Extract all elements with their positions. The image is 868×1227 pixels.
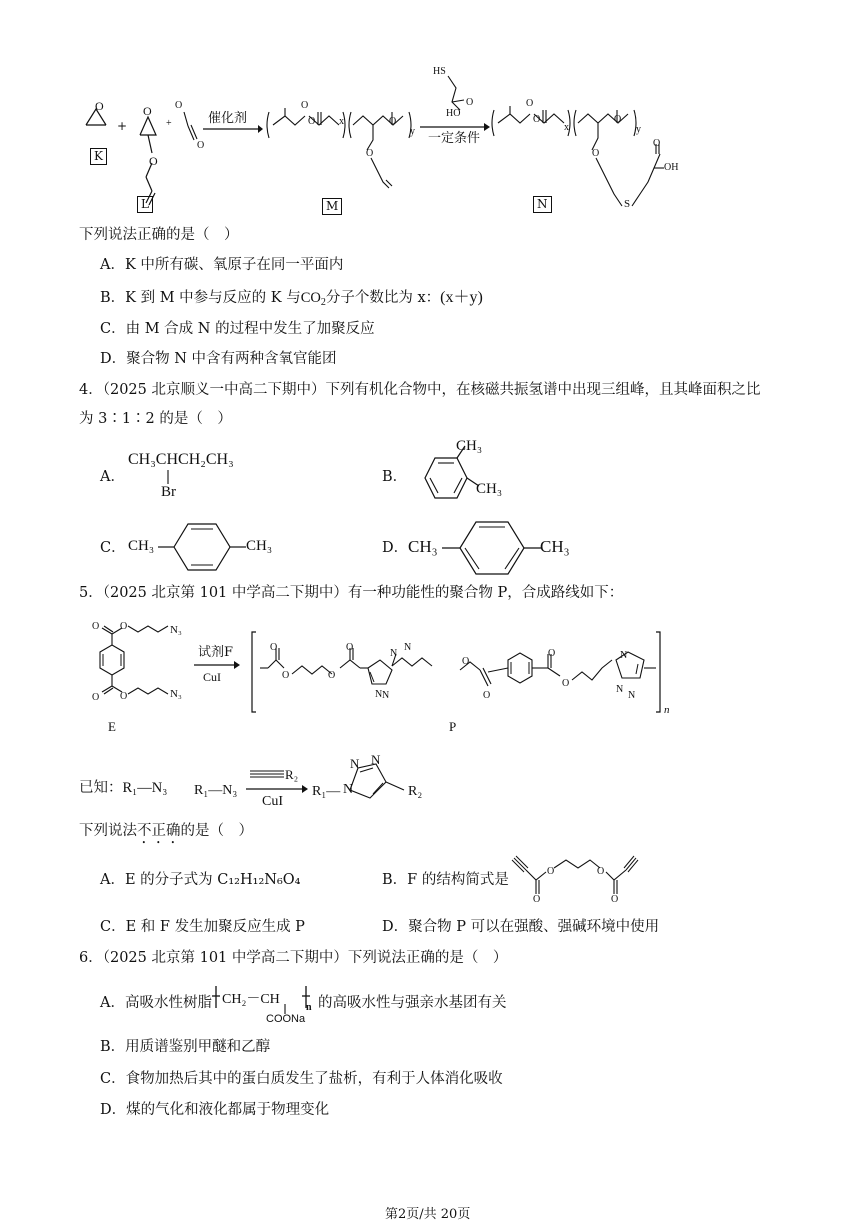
nitrogen-label: N: [616, 684, 624, 695]
oxygen-label: O: [120, 691, 128, 702]
nitrogen-label: N: [375, 689, 383, 700]
repeat-subscript-n: n: [664, 704, 670, 716]
q5-stem-text-2: 的是（ ）: [180, 823, 253, 839]
oxygen-label: O: [301, 100, 309, 111]
r1-label: R₁—: [312, 784, 341, 799]
hydroxyl-label: HO: [446, 108, 461, 119]
q3-option-a[interactable]: A．K 中所有碳、氧原子在同一平面内: [100, 257, 344, 273]
methyl-label: CH₃: [246, 538, 273, 554]
oxygen-label: O: [95, 99, 104, 113]
oxygen-label: O: [653, 138, 661, 149]
oxygen-label: O: [149, 154, 158, 168]
nitrogen-label: N: [404, 642, 412, 653]
oxygen-label: O: [547, 866, 555, 877]
q6-stem: 6．（2025 北京第 101 中学高二下期中）下列说法正确的是（ ）: [79, 950, 508, 966]
cui-label: CuI: [262, 794, 283, 809]
subscript-y: y: [410, 126, 415, 137]
q6-option-c[interactable]: C．食物加热后其中的蛋白质发生了盐析，有利于人体消化吸收: [100, 1071, 503, 1087]
subscript-x: x: [339, 116, 344, 127]
q3-option-d[interactable]: D．聚合物 N 中含有两种含氧官能团: [100, 351, 337, 367]
dimethylcyclohexadiene-structure: [158, 518, 248, 578]
q4-option-b-label[interactable]: B．: [382, 469, 408, 485]
oxygen-label: O: [533, 114, 541, 125]
reaction-arrow: [203, 124, 263, 134]
q5-stem-text: 下列说法: [79, 823, 137, 839]
methyl-label: CH₃: [456, 438, 483, 454]
methyl-label: CH₃: [408, 537, 438, 556]
ratio-expression: (x＋y): [440, 289, 483, 306]
sulfur-label: S: [624, 198, 631, 210]
q3-option-b-text-2: 分子个数比为 x：: [325, 290, 441, 306]
oxygen-label: O: [366, 148, 374, 159]
q3-stem: 下列说法正确的是（ ）: [79, 227, 239, 243]
oxygen-label: O: [120, 621, 128, 632]
nitrogen-label: N: [628, 690, 636, 701]
q3-option-b[interactable]: [100, 290, 483, 308]
oxygen-label: O: [548, 648, 556, 659]
nitrogen-label: N: [350, 756, 360, 771]
carboxylate-label: COONa: [266, 1013, 306, 1025]
oxygen-label: O: [282, 670, 290, 681]
oxygen-label: O: [92, 692, 100, 703]
oxygen-label: O: [389, 116, 397, 127]
r2-label: R₂: [285, 767, 299, 782]
page-footer: 第2页/共 20页: [385, 1207, 471, 1222]
p-xylene-structure: [442, 516, 552, 580]
methyl-label: CH₃: [540, 537, 570, 556]
oxygen-label: O: [462, 656, 470, 667]
q5-option-d[interactable]: D．聚合物 P 可以在强酸、强碱环境中使用: [382, 919, 660, 935]
q5-option-b[interactable]: B．F 的结构简式是: [382, 872, 509, 888]
q3-option-b-text: B．K 到 M 中参与反应的 K 与: [100, 290, 301, 306]
nitrogen-label: N: [620, 650, 628, 661]
oxygen-label: O: [346, 642, 354, 653]
nitrogen-label: N: [382, 690, 390, 701]
q6-option-a-text[interactable]: A．高吸水性树脂: [100, 995, 212, 1011]
compound-f-structure: [510, 850, 640, 910]
co2-formula: CO: [300, 290, 321, 306]
oxygen-label: O: [328, 670, 336, 681]
q4-option-d-label[interactable]: D．: [382, 540, 409, 556]
q3-option-c[interactable]: C．由 M 合成 N 的过程中发生了加聚反应: [100, 321, 375, 337]
oxygen-label: O: [592, 148, 600, 159]
oxygen-label: O: [611, 894, 619, 905]
nitrogen-label: N: [390, 648, 398, 659]
polymer-m-structure: [265, 100, 425, 190]
nitrogen-label: N: [343, 782, 354, 797]
azide-reactant: R₁—N₃: [194, 783, 238, 798]
q4-option-a-label[interactable]: A．: [100, 469, 125, 485]
r2-label: R₂: [408, 784, 423, 799]
polymer-main-chain: CH₂－CH: [222, 992, 280, 1007]
polymer-n-structure: [490, 98, 690, 208]
co2-subscript: 2: [320, 297, 326, 308]
methyl-label: CH₃: [476, 481, 503, 497]
condition-label: 一定条件: [428, 131, 481, 146]
oxygen-label: O: [175, 100, 183, 111]
oxygen-label: O: [270, 642, 278, 653]
oxygen-label: O: [483, 690, 491, 701]
oxygen-label: O: [526, 98, 534, 109]
plus-sign: +: [117, 119, 128, 133]
bond-line: [166, 470, 170, 484]
q5-stem: [79, 823, 253, 847]
oxygen-label: O: [562, 678, 570, 689]
oxygen-label: O: [614, 114, 622, 125]
reaction-arrow: [194, 660, 240, 670]
hydroxyl-label: OH: [664, 162, 679, 173]
polymer-p-structure: [246, 620, 686, 720]
reaction-arrow: [246, 784, 308, 794]
label-n: N: [533, 196, 552, 213]
azide-label: N₃: [170, 624, 182, 636]
methyl-label: CH₃: [128, 538, 155, 554]
oxygen-label: O: [533, 894, 541, 905]
reagent-f-label: 试剂F: [198, 645, 234, 660]
q5-stem-line1: 5．（2025 北京第 101 中学高二下期中）有一种功能性的聚合物 P，合成路线如下：: [79, 585, 624, 601]
oxygen-label: O: [466, 97, 474, 108]
q6-option-d[interactable]: D．煤的气化和液化都属于物理变化: [100, 1102, 330, 1118]
subscript-x: x: [564, 122, 569, 133]
label-e: E: [108, 719, 116, 734]
thiol-label: HS: [433, 66, 446, 77]
q4-option-c-label[interactable]: C．: [100, 540, 126, 556]
plus-sign: +: [166, 118, 172, 129]
q6-option-b[interactable]: B．用质谱鉴别甲醚和乙醇: [100, 1039, 271, 1055]
label-m: M: [322, 198, 342, 215]
q4-stem-line2: 为 3∶1∶2 的是（ ）: [79, 411, 232, 427]
subscript-y: y: [636, 124, 641, 135]
oxygen-label: O: [308, 116, 316, 127]
q4-stem-line1: 4．（2025 北京顺义一中高二下期中）下列有机化合物中，在核磁共振氢谱中出现三组峰，且其峰面积之比: [79, 382, 761, 398]
known-label: 已知：R₁—N₃: [79, 780, 168, 796]
label-l: L: [137, 196, 153, 213]
q5-option-a[interactable]: A．E 的分子式为 C₁₂H₁₂N₆O₄: [100, 872, 301, 888]
cui-label: CuI: [203, 670, 221, 684]
label-p: P: [449, 719, 457, 734]
q5-option-c[interactable]: C．E 和 F 发生加聚反应生成 P: [100, 919, 305, 935]
catalyst-label: 催化剂: [208, 111, 248, 126]
repeat-subscript-n: n: [306, 1002, 312, 1013]
2-bromobutane-formula: CH₃CHCH₂CH₃: [128, 451, 234, 468]
oxygen-label: O: [92, 621, 100, 632]
oxygen-label: O: [597, 866, 605, 877]
nitrogen-label: N: [371, 752, 381, 767]
q5-stem-emphasis: 不正确: [137, 823, 181, 839]
bromine-label: Br: [161, 484, 176, 500]
oxygen-label: O: [197, 140, 205, 151]
azide-label: N₃: [170, 688, 182, 700]
label-k: K: [90, 148, 107, 165]
oxygen-label: O: [143, 104, 152, 118]
q6-option-a-text-2: 的高吸水性与强亲水基团有关: [318, 995, 507, 1011]
